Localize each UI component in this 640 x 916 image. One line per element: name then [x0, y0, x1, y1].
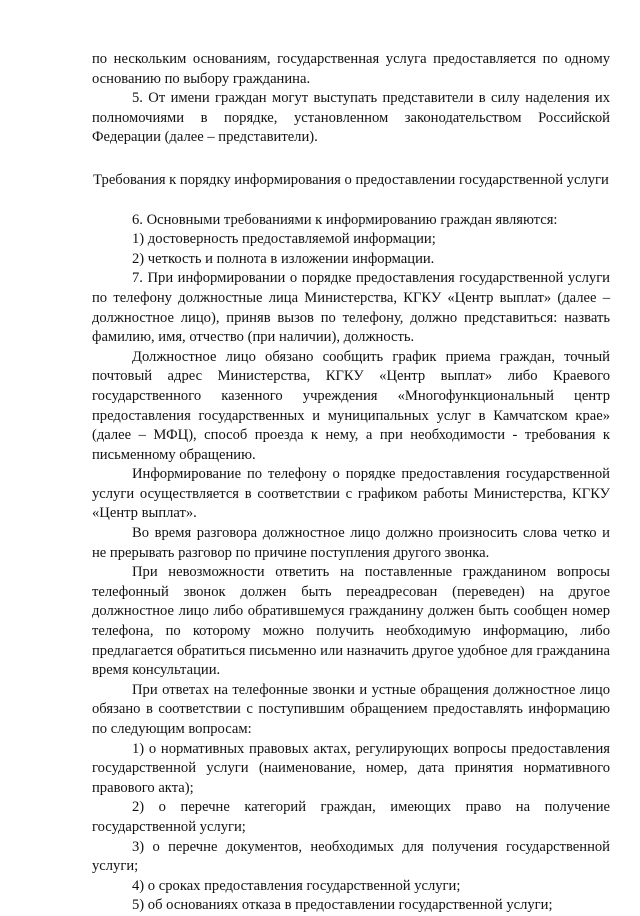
paragraph-item-7: 7. При информировании о порядке предоставления государственной услуги по телефону должностные лица Министерства, КГКУ «Центр выплат» (далее – должностное лицо), приняв вызов по телефону, должно представиться: назвать фамилию, имя, отчество (при наличии), должность.: [92, 270, 610, 346]
section-heading: Требования к порядку информирования о предоставлении государственной услуги: [93, 171, 609, 188]
paragraph-answers: При ответах на телефонные звонки и устные обращения должностное лицо обязано в соответствии с поступившим обращением предоставлять информацию по следующим вопросам:: [92, 681, 610, 737]
paragraph-redirect: При невозможности ответить на поставленные гражданином вопросы телефонный звонок должен быть переадресован (переведен) на другое должностное лицо либо обратившемуся гражданину должен быть сообщен номер телефона, по которому можно получить необходимую информацию, либо предлагается обратиться письменно или назначить другое удобное для гражданина время консультации.: [92, 564, 610, 679]
question-item-4: 4) о сроках предоставления государственной услуги;: [132, 877, 461, 894]
list-item-1: 1) достоверность предоставляемой информации;: [132, 231, 436, 248]
paragraph-item-6: 6. Основными требованиями к информированию граждан являются:: [132, 211, 558, 228]
paragraph-schedule: Должностное лицо обязано сообщить график приема граждан, точный почтовый адрес Министерства, КГКУ «Центр выплат» либо Краевого государственного казенного учреждения «Многофункциональный центр предоставления государственных и муниципальных услуг в Камчатском крае» (далее – МФЦ), способ проезда к нему, а при необходимости - требования к письменному обращению.: [92, 348, 610, 463]
paragraph-phone-info: Информирование по телефону о порядке предоставления государственной услуги осуществляется в соответствии с графиком работы Министерства, КГКУ «Центр выплат».: [92, 466, 610, 522]
paragraph-continuation: по нескольким основаниям, государственная услуга предоставляется по одному основанию по выбору гражданина.: [92, 51, 610, 87]
question-item-1: 1) о нормативных правовых актах, регулирующих вопросы предоставления государственной услуги (наименование, номер, дата принятия нормативного правового акта);: [92, 740, 610, 796]
paragraph-item-5: 5. От имени граждан могут выступать представители в силу наделения их полномочиями в порядке, установленном законодательством Российской Федерации (далее – представители).: [92, 90, 610, 146]
paragraph-conversation: Во время разговора должностное лицо должно произносить слова четко и не прерывать разговор по причине поступления другого звонка.: [92, 525, 610, 561]
question-item-3: 3) о перечне документов, необходимых для получения государственной услуги;: [92, 838, 610, 875]
question-item-5: 5) об основаниях отказа в предоставлении государственной услуги;: [132, 897, 553, 914]
list-item-2: 2) четкость и полнота в изложении информации.: [132, 250, 435, 267]
question-item-2: 2) о перечне категорий граждан, имеющих право на получение государственной услуги;: [92, 799, 610, 835]
